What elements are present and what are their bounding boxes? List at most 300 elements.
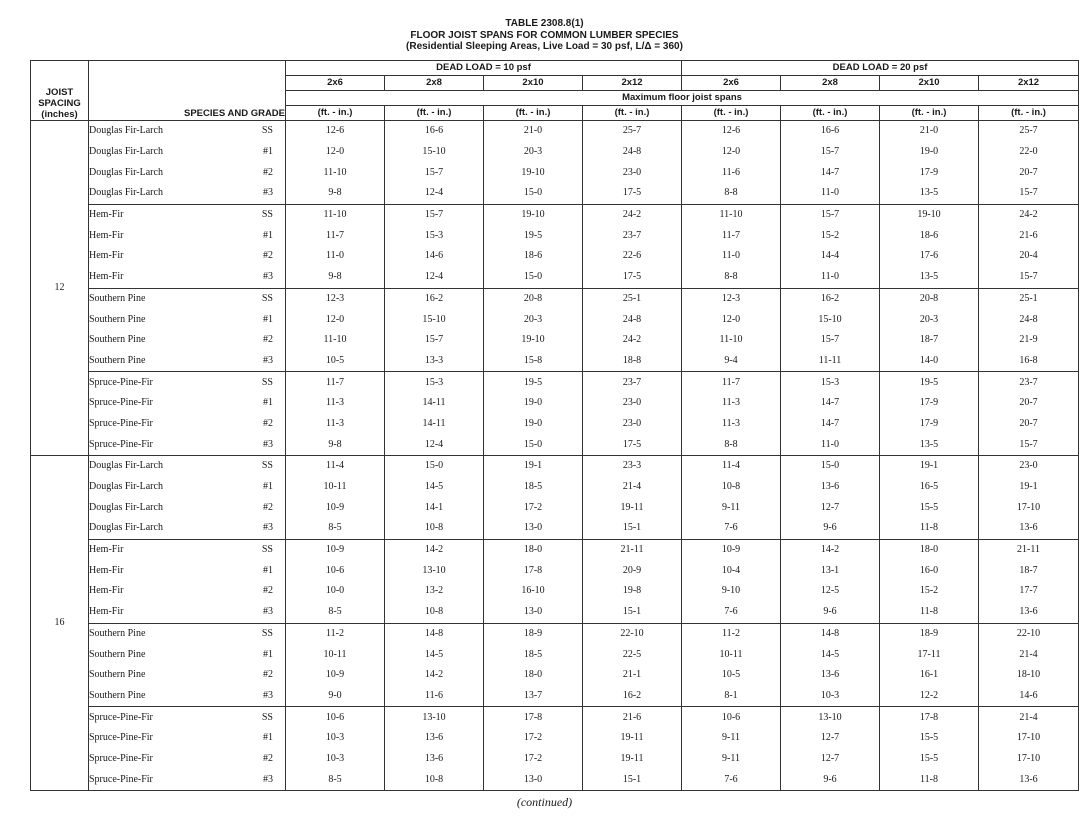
grade-label: #1 bbox=[263, 481, 273, 493]
species-name: Douglas Fir-Larch bbox=[89, 481, 163, 493]
span-value: 17-11 bbox=[880, 644, 979, 665]
span-value: 9-6 bbox=[781, 602, 880, 623]
continued-note: (continued) bbox=[516, 795, 573, 809]
grade-label: #2 bbox=[263, 585, 273, 597]
span-value: 24-2 bbox=[979, 204, 1079, 225]
span-value: 16-2 bbox=[781, 288, 880, 309]
span-value: 15-5 bbox=[880, 749, 979, 770]
species-name: Douglas Fir-Larch bbox=[89, 146, 163, 158]
span-value: 13-6 bbox=[781, 477, 880, 498]
species-grade-cell bbox=[89, 183, 286, 204]
span-value: 19-1 bbox=[979, 477, 1079, 498]
span-value: 20-8 bbox=[880, 288, 979, 309]
span-value: 19-5 bbox=[484, 225, 583, 246]
span-value: 14-6 bbox=[979, 686, 1079, 707]
species-grade-cell bbox=[89, 497, 286, 518]
dead-load-20-header: DEAD LOAD = 20 psf bbox=[682, 61, 1079, 76]
span-value: 15-2 bbox=[880, 581, 979, 602]
table-row bbox=[31, 602, 1079, 623]
span-value: 24-8 bbox=[979, 309, 1079, 330]
span-value: 10-11 bbox=[286, 644, 385, 665]
span-value: 23-0 bbox=[979, 456, 1079, 477]
span-value: 15-1 bbox=[583, 518, 682, 539]
span-value: 23-3 bbox=[583, 456, 682, 477]
size-header: 2x12 bbox=[979, 76, 1079, 91]
table-row bbox=[31, 477, 1079, 498]
span-value: 13-0 bbox=[484, 769, 583, 790]
span-value: 12-6 bbox=[682, 121, 781, 142]
species-name: Douglas Fir-Larch bbox=[89, 522, 163, 534]
span-value: 17-5 bbox=[583, 267, 682, 288]
span-value: 16-0 bbox=[880, 560, 979, 581]
joist-spacing-header bbox=[31, 61, 89, 121]
span-value: 13-6 bbox=[385, 728, 484, 749]
span-value: 24-8 bbox=[583, 142, 682, 163]
species-name: Douglas Fir-Larch bbox=[89, 501, 163, 513]
grade-label: SS bbox=[261, 544, 273, 556]
table-subtitle: (Residential Sleeping Areas, Live Load = 30 psf, L/Δ = 360) bbox=[406, 41, 683, 52]
span-value: 14-11 bbox=[385, 414, 484, 435]
span-value: 11-3 bbox=[682, 393, 781, 414]
span-value: 10-6 bbox=[286, 707, 385, 728]
span-value: 14-2 bbox=[781, 539, 880, 560]
span-value: 15-0 bbox=[484, 267, 583, 288]
span-value: 25-1 bbox=[979, 288, 1079, 309]
grade-label: #2 bbox=[263, 669, 273, 681]
species-grade-cell bbox=[89, 707, 286, 728]
span-value: 17-8 bbox=[484, 560, 583, 581]
species-name: Hem-Fir bbox=[89, 209, 124, 221]
size-header: 2x6 bbox=[286, 76, 385, 91]
table-row bbox=[31, 560, 1079, 581]
unit-header: (ft. - in.) bbox=[880, 106, 979, 121]
size-header: 2x8 bbox=[385, 76, 484, 91]
span-value: 10-3 bbox=[286, 728, 385, 749]
table-row bbox=[31, 288, 1079, 309]
span-value: 7-6 bbox=[682, 769, 781, 790]
span-value: 7-6 bbox=[682, 518, 781, 539]
span-value: 13-6 bbox=[385, 749, 484, 770]
span-value: 14-7 bbox=[781, 393, 880, 414]
span-value: 15-1 bbox=[583, 602, 682, 623]
grade-label: SS bbox=[261, 292, 273, 304]
span-value: 10-5 bbox=[286, 351, 385, 372]
span-value: 22-5 bbox=[583, 644, 682, 665]
table-row bbox=[31, 539, 1079, 560]
span-value: 18-10 bbox=[979, 665, 1079, 686]
span-value: 14-2 bbox=[385, 665, 484, 686]
span-value: 19-1 bbox=[880, 456, 979, 477]
grade-label: #1 bbox=[263, 146, 273, 158]
span-value: 18-9 bbox=[880, 623, 979, 644]
span-value: 13-10 bbox=[385, 560, 484, 581]
span-value: 12-7 bbox=[781, 728, 880, 749]
span-value: 22-10 bbox=[583, 623, 682, 644]
species-grade-cell bbox=[89, 204, 286, 225]
grade-label: #3 bbox=[263, 354, 273, 366]
span-value: 11-0 bbox=[781, 434, 880, 455]
span-value: 17-9 bbox=[880, 414, 979, 435]
unit-header: (ft. - in.) bbox=[979, 106, 1079, 121]
span-value: 17-10 bbox=[979, 728, 1079, 749]
species-grade-cell bbox=[89, 162, 286, 183]
table-row bbox=[31, 434, 1079, 455]
species-name: Spruce-Pine-Fir bbox=[89, 397, 153, 409]
floor-joist-span-table bbox=[30, 60, 1079, 791]
span-value: 13-7 bbox=[484, 686, 583, 707]
grade-label: #3 bbox=[263, 606, 273, 618]
span-value: 11-0 bbox=[781, 267, 880, 288]
species-grade-cell bbox=[89, 393, 286, 414]
species-grade-cell bbox=[89, 246, 286, 267]
span-value: 8-5 bbox=[286, 602, 385, 623]
span-value: 12-0 bbox=[286, 309, 385, 330]
span-value: 15-0 bbox=[385, 456, 484, 477]
span-value: 11-3 bbox=[286, 393, 385, 414]
span-value: 9-6 bbox=[781, 769, 880, 790]
span-value: 11-10 bbox=[286, 162, 385, 183]
span-value: 9-8 bbox=[286, 267, 385, 288]
table-row bbox=[31, 707, 1079, 728]
span-value: 13-10 bbox=[385, 707, 484, 728]
span-value: 20-9 bbox=[583, 560, 682, 581]
span-value: 14-1 bbox=[385, 497, 484, 518]
species-name: Spruce-Pine-Fir bbox=[89, 417, 153, 429]
span-value: 21-0 bbox=[484, 121, 583, 142]
span-value: 19-0 bbox=[880, 142, 979, 163]
span-value: 19-11 bbox=[583, 497, 682, 518]
table-row bbox=[31, 142, 1079, 163]
grade-label: #2 bbox=[263, 501, 273, 513]
species-grade-cell bbox=[89, 414, 286, 435]
span-value: 17-10 bbox=[979, 497, 1079, 518]
size-header: 2x6 bbox=[682, 76, 781, 91]
span-value: 13-0 bbox=[484, 602, 583, 623]
span-value: 9-10 bbox=[682, 581, 781, 602]
species-name: Hem-Fir bbox=[89, 250, 124, 262]
span-value: 9-4 bbox=[682, 351, 781, 372]
span-value: 21-9 bbox=[979, 330, 1079, 351]
span-value: 9-0 bbox=[286, 686, 385, 707]
span-value: 9-11 bbox=[682, 728, 781, 749]
span-value: 11-7 bbox=[682, 225, 781, 246]
span-value: 14-5 bbox=[385, 644, 484, 665]
species-name: Hem-Fir bbox=[89, 564, 124, 576]
span-value: 10-3 bbox=[286, 749, 385, 770]
span-value: 15-3 bbox=[385, 225, 484, 246]
span-value: 9-11 bbox=[682, 497, 781, 518]
span-value: 12-5 bbox=[781, 581, 880, 602]
table-row bbox=[31, 204, 1079, 225]
table-row bbox=[31, 225, 1079, 246]
span-value: 23-0 bbox=[583, 162, 682, 183]
span-value: 10-9 bbox=[286, 497, 385, 518]
span-value: 18-0 bbox=[484, 539, 583, 560]
span-value: 18-8 bbox=[583, 351, 682, 372]
span-value: 13-2 bbox=[385, 581, 484, 602]
span-value: 14-5 bbox=[781, 644, 880, 665]
joist-spacing-header-line3: (inches) bbox=[41, 109, 78, 120]
species-name: Southern Pine bbox=[89, 689, 146, 701]
grade-label: #1 bbox=[263, 397, 273, 409]
span-value: 18-6 bbox=[484, 246, 583, 267]
span-value: 15-10 bbox=[385, 309, 484, 330]
species-name: Southern Pine bbox=[89, 627, 146, 639]
span-value: 21-6 bbox=[979, 225, 1079, 246]
table-row bbox=[31, 330, 1079, 351]
species-name: Southern Pine bbox=[89, 334, 146, 346]
species-name: Spruce-Pine-Fir bbox=[89, 376, 153, 388]
span-value: 23-0 bbox=[583, 414, 682, 435]
span-value: 13-10 bbox=[781, 707, 880, 728]
span-value: 15-7 bbox=[979, 183, 1079, 204]
table-row bbox=[31, 644, 1079, 665]
span-value: 8-5 bbox=[286, 769, 385, 790]
span-value: 15-7 bbox=[781, 142, 880, 163]
unit-header: (ft. - in.) bbox=[583, 106, 682, 121]
span-value: 8-1 bbox=[682, 686, 781, 707]
span-value: 16-1 bbox=[880, 665, 979, 686]
span-value: 8-8 bbox=[682, 434, 781, 455]
span-value: 17-6 bbox=[880, 246, 979, 267]
table-row bbox=[31, 686, 1079, 707]
species-grade-cell bbox=[89, 623, 286, 644]
span-value: 18-7 bbox=[979, 560, 1079, 581]
span-value: 20-7 bbox=[979, 393, 1079, 414]
span-value: 12-4 bbox=[385, 267, 484, 288]
grade-label: #1 bbox=[263, 732, 273, 744]
span-value: 15-10 bbox=[781, 309, 880, 330]
span-value: 15-7 bbox=[979, 434, 1079, 455]
span-value: 14-6 bbox=[385, 246, 484, 267]
span-value: 11-3 bbox=[682, 414, 781, 435]
table-row bbox=[31, 623, 1079, 644]
species-name: Hem-Fir bbox=[89, 585, 124, 597]
span-value: 12-2 bbox=[880, 686, 979, 707]
span-value: 10-8 bbox=[682, 477, 781, 498]
span-value: 16-5 bbox=[880, 477, 979, 498]
species-grade-cell bbox=[89, 372, 286, 393]
species-grade-cell bbox=[89, 351, 286, 372]
span-value: 10-9 bbox=[286, 539, 385, 560]
table-row bbox=[31, 769, 1079, 790]
span-value: 23-7 bbox=[979, 372, 1079, 393]
span-value: 12-3 bbox=[682, 288, 781, 309]
table-number: TABLE 2308.8(1) bbox=[505, 18, 584, 29]
table-row bbox=[31, 393, 1079, 414]
grade-label: #3 bbox=[263, 689, 273, 701]
table-title: FLOOR JOIST SPANS FOR COMMON LUMBER SPECIES bbox=[410, 29, 679, 41]
span-value: 11-7 bbox=[286, 225, 385, 246]
span-value: 19-0 bbox=[484, 393, 583, 414]
span-value: 15-5 bbox=[880, 497, 979, 518]
span-value: 17-8 bbox=[484, 707, 583, 728]
table-row bbox=[31, 518, 1079, 539]
grade-label: #1 bbox=[263, 313, 273, 325]
species-name: Douglas Fir-Larch bbox=[89, 187, 163, 199]
table-row bbox=[31, 162, 1079, 183]
span-value: 10-11 bbox=[286, 477, 385, 498]
span-value: 10-9 bbox=[682, 539, 781, 560]
grade-label: #3 bbox=[263, 187, 273, 199]
species-name: Spruce-Pine-Fir bbox=[89, 438, 153, 450]
span-value: 17-5 bbox=[583, 434, 682, 455]
span-value: 12-7 bbox=[781, 497, 880, 518]
span-value: 22-10 bbox=[979, 623, 1079, 644]
span-value: 20-7 bbox=[979, 162, 1079, 183]
span-value: 15-7 bbox=[385, 204, 484, 225]
grade-label: #2 bbox=[263, 752, 273, 764]
span-value: 15-7 bbox=[781, 204, 880, 225]
grade-label: SS bbox=[261, 627, 273, 639]
species-name: Spruce-Pine-Fir bbox=[89, 752, 153, 764]
table-row bbox=[31, 183, 1079, 204]
span-value: 15-5 bbox=[880, 728, 979, 749]
table-row bbox=[31, 497, 1079, 518]
species-grade-cell bbox=[89, 225, 286, 246]
species-grade-cell bbox=[89, 456, 286, 477]
span-value: 25-7 bbox=[583, 121, 682, 142]
span-value: 11-10 bbox=[286, 204, 385, 225]
span-value: 10-3 bbox=[781, 686, 880, 707]
table-row bbox=[31, 728, 1079, 749]
species-grade-cell bbox=[89, 749, 286, 770]
span-value: 13-6 bbox=[979, 769, 1079, 790]
span-value: 21-0 bbox=[880, 121, 979, 142]
span-value: 12-3 bbox=[286, 288, 385, 309]
span-value: 14-8 bbox=[781, 623, 880, 644]
span-value: 13-6 bbox=[781, 665, 880, 686]
grade-label: #3 bbox=[263, 438, 273, 450]
span-value: 16-2 bbox=[583, 686, 682, 707]
span-value: 11-7 bbox=[286, 372, 385, 393]
span-value: 19-1 bbox=[484, 456, 583, 477]
span-value: 15-8 bbox=[484, 351, 583, 372]
span-value: 19-5 bbox=[880, 372, 979, 393]
span-value: 18-9 bbox=[484, 623, 583, 644]
species-grade-cell bbox=[89, 539, 286, 560]
span-value: 21-11 bbox=[979, 539, 1079, 560]
span-value: 10-8 bbox=[385, 602, 484, 623]
grade-label: #2 bbox=[263, 250, 273, 262]
grade-label: #2 bbox=[263, 417, 273, 429]
span-value: 17-7 bbox=[979, 581, 1079, 602]
span-value: 13-0 bbox=[484, 518, 583, 539]
span-value: 15-2 bbox=[781, 225, 880, 246]
span-value: 18-0 bbox=[484, 665, 583, 686]
span-value: 8-8 bbox=[682, 267, 781, 288]
span-value: 15-7 bbox=[385, 330, 484, 351]
span-value: 24-2 bbox=[583, 330, 682, 351]
table-title-block bbox=[0, 18, 1089, 53]
unit-header: (ft. - in.) bbox=[682, 106, 781, 121]
span-value: 17-9 bbox=[880, 162, 979, 183]
species-name: Spruce-Pine-Fir bbox=[89, 732, 153, 744]
table-row bbox=[31, 351, 1079, 372]
grade-label: #3 bbox=[263, 773, 273, 785]
species-grade-cell bbox=[89, 581, 286, 602]
species-grade-cell bbox=[89, 142, 286, 163]
species-grade-cell bbox=[89, 560, 286, 581]
span-value: 10-0 bbox=[286, 581, 385, 602]
unit-header: (ft. - in.) bbox=[286, 106, 385, 121]
species-grade-cell bbox=[89, 686, 286, 707]
species-grade-cell bbox=[89, 309, 286, 330]
span-value: 25-7 bbox=[979, 121, 1079, 142]
table-row bbox=[31, 665, 1079, 686]
span-value: 13-5 bbox=[880, 267, 979, 288]
species-grade-cell bbox=[89, 267, 286, 288]
span-value: 22-6 bbox=[583, 246, 682, 267]
span-value: 13-6 bbox=[979, 602, 1079, 623]
span-value: 20-4 bbox=[979, 246, 1079, 267]
species-name: Hem-Fir bbox=[89, 229, 124, 241]
span-value: 23-7 bbox=[583, 372, 682, 393]
span-value: 20-3 bbox=[484, 309, 583, 330]
joist-spacing-header-line2: SPACING bbox=[38, 98, 81, 109]
span-value: 19-8 bbox=[583, 581, 682, 602]
species-name: Spruce-Pine-Fir bbox=[89, 773, 153, 785]
species-grade-header: SPECIES AND GRADE bbox=[89, 61, 286, 121]
species-grade-cell bbox=[89, 728, 286, 749]
grade-label: #2 bbox=[263, 166, 273, 178]
span-value: 14-5 bbox=[385, 477, 484, 498]
species-grade-cell bbox=[89, 602, 286, 623]
table-row bbox=[31, 372, 1079, 393]
span-value: 15-7 bbox=[385, 162, 484, 183]
span-value: 21-4 bbox=[583, 477, 682, 498]
grade-label: SS bbox=[261, 125, 273, 137]
span-value: 12-0 bbox=[682, 142, 781, 163]
species-name: Spruce-Pine-Fir bbox=[89, 711, 153, 723]
species-grade-cell bbox=[89, 330, 286, 351]
species-name: Douglas Fir-Larch bbox=[89, 460, 163, 472]
span-value: 16-6 bbox=[385, 121, 484, 142]
span-value: 16-10 bbox=[484, 581, 583, 602]
span-value: 11-10 bbox=[682, 330, 781, 351]
span-value: 14-8 bbox=[385, 623, 484, 644]
span-value: 19-0 bbox=[484, 414, 583, 435]
span-value: 21-11 bbox=[583, 539, 682, 560]
span-value: 18-7 bbox=[880, 330, 979, 351]
span-value: 16-6 bbox=[781, 121, 880, 142]
span-value: 10-4 bbox=[682, 560, 781, 581]
span-value: 11-6 bbox=[682, 162, 781, 183]
species-name: Southern Pine bbox=[89, 354, 146, 366]
grade-label: SS bbox=[261, 376, 273, 388]
species-name: Hem-Fir bbox=[89, 606, 124, 618]
grade-label: #3 bbox=[263, 522, 273, 534]
span-value: 14-7 bbox=[781, 414, 880, 435]
span-value: 17-5 bbox=[583, 183, 682, 204]
span-value: 21-4 bbox=[979, 707, 1079, 728]
span-value: 20-8 bbox=[484, 288, 583, 309]
span-value: 21-6 bbox=[583, 707, 682, 728]
table-row bbox=[31, 246, 1079, 267]
species-grade-cell bbox=[89, 477, 286, 498]
span-value: 19-11 bbox=[583, 728, 682, 749]
species-grade-cell bbox=[89, 434, 286, 455]
span-value: 20-3 bbox=[880, 309, 979, 330]
span-value: 13-5 bbox=[880, 183, 979, 204]
span-value: 19-10 bbox=[484, 204, 583, 225]
species-name: Southern Pine bbox=[89, 313, 146, 325]
span-value: 10-6 bbox=[682, 707, 781, 728]
span-value: 10-11 bbox=[682, 644, 781, 665]
span-value: 11-7 bbox=[682, 372, 781, 393]
span-value: 11-10 bbox=[682, 204, 781, 225]
span-value: 20-7 bbox=[979, 414, 1079, 435]
